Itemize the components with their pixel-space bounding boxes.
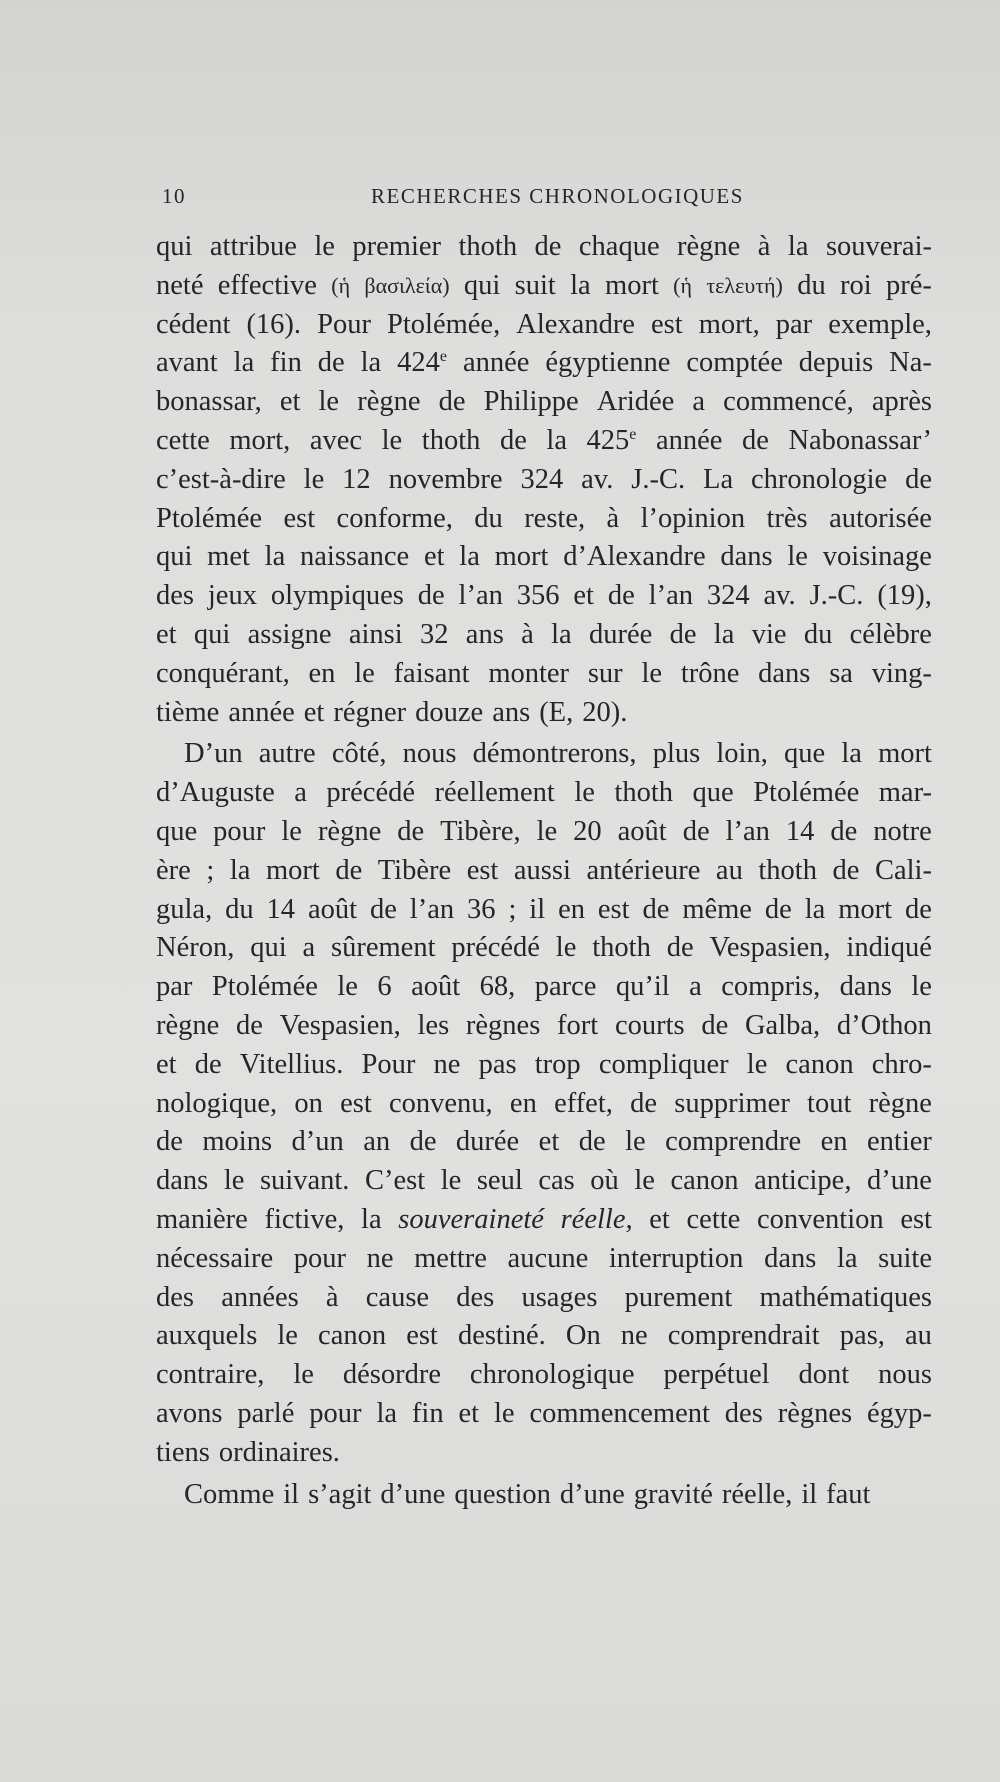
text-line: manière fictive, la souveraineté réelle, et cette convention est	[156, 1203, 932, 1235]
text-line: Comme il s’agit d’une question d’une gravité réelle, il faut	[184, 1478, 871, 1510]
paragraph	[156, 1476, 932, 1515]
text-line: qui attribue le premier thoth de chaque règne à la souverai-	[156, 231, 932, 262]
text-line: qui met la naissance et la mort d’Alexandre dans le voisinage	[156, 541, 932, 573]
page-number: 10	[162, 184, 186, 208]
text-line: dans le suivant. C’est le seul cas où le canon anticipe, d’une	[156, 1165, 932, 1197]
text-line: règne de Vespasien, les règnes fort courts de Galba, d’Othon	[156, 1009, 932, 1041]
text-line: avons parlé pour la fin et le commencement des règnes égyp-	[156, 1397, 932, 1429]
text-line: nologique, on est convenu, en effet, de supprimer tout règne	[156, 1087, 932, 1119]
text-line: cédent (16). Pour Ptolémée, Alexandre est mort, par exemple,	[156, 308, 932, 340]
text-line: et de Vitellius. Pour ne pas trop compliquer le canon chro-	[156, 1048, 932, 1080]
text-line: que pour le règne de Tibère, le 20 août de l’an 14 de notre	[156, 815, 932, 847]
text-line: des années à cause des usages purement mathématiques	[156, 1281, 932, 1313]
text-line: avant la fin de la 424e année égyptienne comptée depuis Na-	[156, 347, 932, 379]
text-line: gula, du 14 août de l’an 36 ; il en est de même de la mort de	[156, 893, 932, 925]
text-line: et qui assigne ainsi 32 ans à la durée de la vie du célèbre	[156, 618, 932, 650]
text-line: Ptolémée est conforme, du reste, à l’opinion très autorisée	[156, 502, 932, 534]
text-line: conquérant, en le faisant monter sur le trône dans sa ving-	[156, 657, 932, 689]
text-line: Néron, qui a sûrement précédé le thoth de Vespasien, indiqué	[156, 932, 932, 964]
paragraph	[156, 228, 932, 732]
text-line: de moins d’un an de durée et de le comprendre en entier	[156, 1126, 932, 1158]
text-line: auxquels le canon est destiné. On ne comprendrait pas, au	[156, 1320, 932, 1352]
text-line: bonassar, et le règne de Philippe Aridée a commencé, après	[156, 386, 932, 418]
paragraph	[156, 735, 932, 1472]
text-line: nécessaire pour ne mettre aucune interruption dans la suite	[156, 1242, 932, 1274]
page-header	[162, 184, 932, 212]
text-line: des jeux olympiques de l’an 356 et de l’an 324 av. J.-C. (19),	[156, 580, 932, 612]
text-line: tième année et régner douze ans (E, 20).	[156, 696, 628, 728]
running-head: RECHERCHES CHRONOLOGIQUES	[371, 184, 744, 208]
text-line: par Ptolémée le 6 août 68, parce qu’il a compris, dans le	[156, 971, 932, 1003]
text-line: D’un autre côté, nous démontrerons, plus loin, que la mort	[184, 738, 932, 770]
text-line: contraire, le désordre chronologique perpétuel dont nous	[156, 1359, 932, 1391]
text-line: c’est-à-dire le 12 novembre 324 av. J.-C. La chronologie de	[156, 463, 932, 495]
text-line: cette mort, avec le thoth de la 425e année de Nabonassar’	[156, 424, 932, 456]
text-line: tiens ordinaires.	[156, 1436, 340, 1468]
text-line: neté effective (ἡ βασιλεία) qui suit la mort (ἡ τελευτή) du roi pré-	[156, 269, 932, 301]
text-line: d’Auguste a précédé réellement le thoth que Ptolémée mar-	[156, 777, 932, 809]
text-line: ère ; la mort de Tibère est aussi antérieure au thoth de Cali-	[156, 854, 932, 886]
body-text	[156, 228, 932, 1514]
